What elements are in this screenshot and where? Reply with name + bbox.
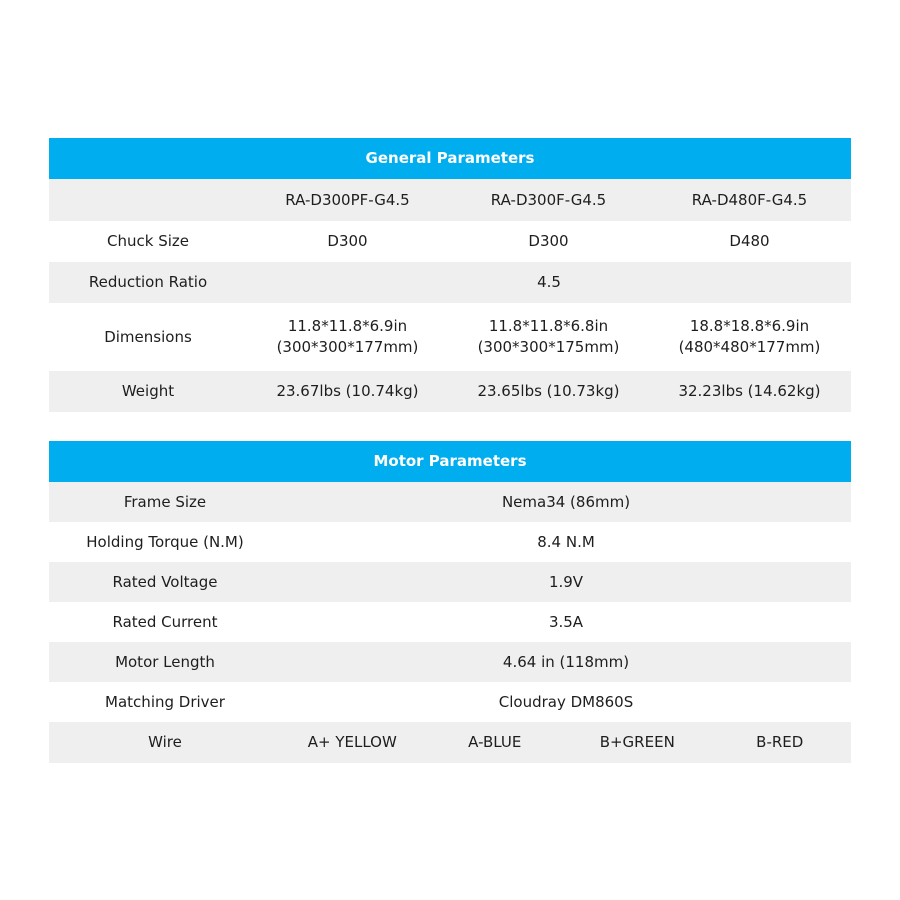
cell-value: 23.67lbs (10.74kg) [276, 382, 419, 400]
row-label: Holding Torque (N.M) [86, 532, 244, 551]
wire-value: A-BLUE [468, 733, 522, 751]
general-parameters-table [49, 138, 851, 412]
row-label: Reduction Ratio [88, 273, 208, 291]
cell-value: D300 [528, 232, 569, 250]
reduction-ratio-row [49, 262, 851, 303]
wire-value: A+ YELLOW [307, 733, 397, 751]
model-name: RA-D300PF-G4.5 [285, 190, 410, 209]
cell-value: 23.65lbs (10.73kg) [477, 382, 620, 400]
weight-row [49, 371, 851, 412]
cell-value: 4.64 in (118mm) [502, 652, 630, 671]
wire-value: B-RED [756, 733, 804, 751]
general-parameters-header: General Parameters [49, 138, 851, 179]
frame-size-row [49, 482, 851, 522]
row-label: Frame Size [123, 492, 207, 511]
wire-row [49, 722, 851, 763]
holding-torque-row [49, 522, 851, 562]
dimensions-mm: (480*480*177mm) [678, 338, 821, 356]
row-label: Motor Length [115, 652, 215, 671]
motor-parameters-table [49, 441, 851, 763]
dimensions-mm: (300*300*177mm) [276, 338, 419, 356]
motor-length-row [49, 642, 851, 682]
cell-value: 8.4 N.M [537, 532, 595, 551]
dimensions-row [49, 303, 851, 371]
cell-value [448, 316, 649, 358]
cell-value: 1.9V [548, 572, 584, 591]
row-label: Rated Current [112, 612, 218, 631]
dimensions-inches: 11.8*11.8*6.8in [488, 317, 609, 335]
row-label: Rated Voltage [112, 572, 218, 591]
model-name: RA-D480F-G4.5 [691, 190, 808, 209]
row-label: Dimensions [104, 327, 192, 346]
cell-value: 32.23lbs (14.62kg) [678, 382, 821, 400]
model-header-row [49, 179, 851, 221]
cell-value: D480 [729, 232, 770, 250]
chuck-size-row [49, 221, 851, 262]
row-label: Weight [121, 382, 175, 400]
matching-driver-row [49, 682, 851, 722]
cell-value [247, 316, 448, 358]
cell-value: Nema34 (86mm) [501, 492, 631, 511]
motor-parameters-header: Motor Parameters [49, 441, 851, 482]
cell-value [649, 316, 850, 358]
cell-value: 4.5 [537, 273, 561, 291]
dimensions-inches: 18.8*18.8*6.9in [689, 317, 810, 335]
dimensions-mm: (300*300*175mm) [477, 338, 620, 356]
cell-value: Cloudray DM860S [498, 692, 634, 711]
row-label: Wire [148, 733, 182, 751]
row-label: Matching Driver [105, 692, 225, 711]
dimensions-inches: 11.8*11.8*6.9in [287, 317, 408, 335]
rated-voltage-row [49, 562, 851, 602]
cell-value: 3.5A [548, 612, 584, 631]
rated-current-row [49, 602, 851, 642]
cell-value: D300 [327, 232, 368, 250]
row-label: Chuck Size [107, 232, 189, 250]
model-name: RA-D300F-G4.5 [490, 190, 607, 209]
wire-value: B+GREEN [599, 733, 675, 751]
